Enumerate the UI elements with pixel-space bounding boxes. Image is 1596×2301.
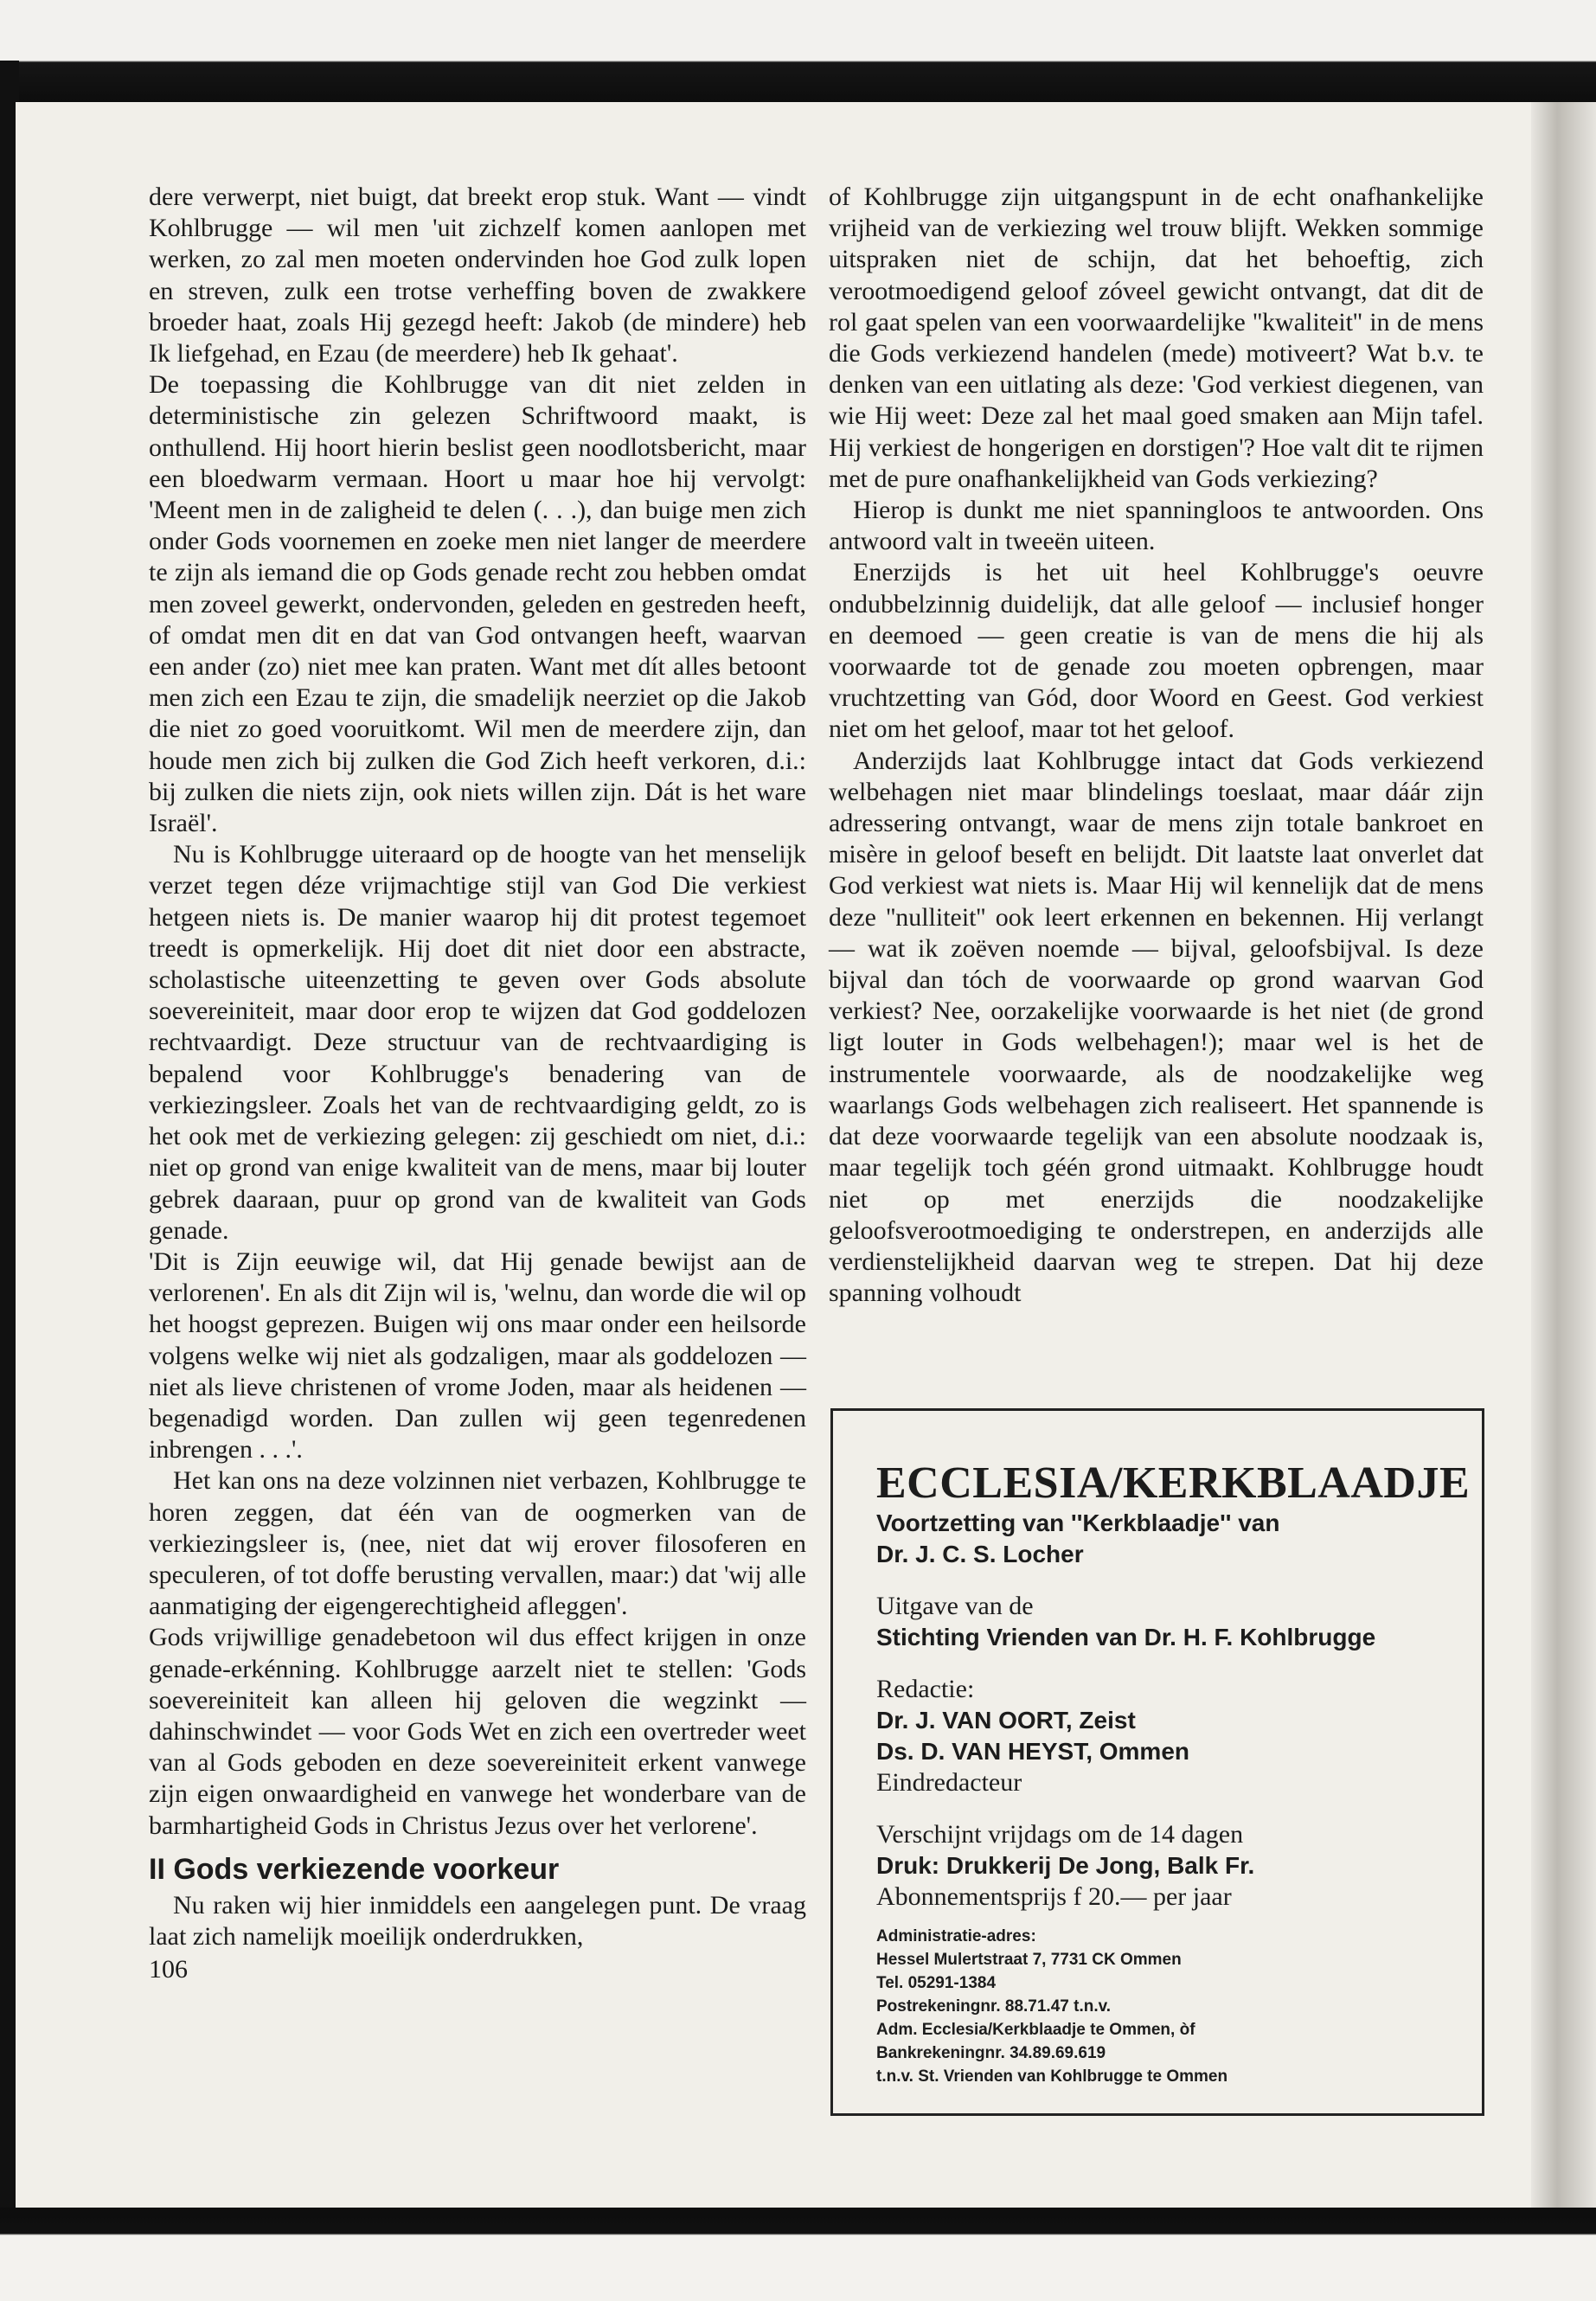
publication-frequency: Verschijnt vrijdags om de 14 dagen [876, 1820, 1244, 1849]
right-paragraph-2: Hierop is dunkt me niet spanningloos te antwoorden. Ons antwoord valt in tweeën uiteen. [829, 496, 1484, 556]
subscription-price: Abonnementsprijs f 20.— per jaar [876, 1882, 1232, 1911]
right-column [829, 182, 1484, 1309]
left-paragraph-1: dere verwerpt, niet buigt, dat breekt erop stuk. Want — vindt Kohlbrugge — wil men 'uit zichzelf komen aanlopen met werken, zo zal men moeten ondervinden hoe God zulk lopen en streven, zulk een trotse verheffing boven de zwakkere broeder haat, zoals Hij gezegd heeft: Jakob (de mindere) heb Ik liefgehad, en Ezau (de meerdere) heb Ik gehaat'. [149, 183, 806, 369]
left-paragraph-5: Het kan ons na deze volzinnen niet verbazen, Kohlbrugge te horen zeggen, dat één van de oogmerken van de verkiezingsleer is, (nee, niet dat wij erover filosoferen en speculeren, of tot doffe berusting vervallen, maar:) dat 'wij alle aanmatiging der eigengerechtigheid afleggen'. [149, 1466, 806, 1621]
scanner-border-top [0, 0, 1596, 111]
editor-2: Ds. D. VAN HEYST, Ommen [876, 1738, 1190, 1765]
left-paragraph-3: Nu is Kohlbrugge uiteraard op de hoogte van het menselijk verzet tegen déze vrijmachtige stijl van God Die verkiest hetgeen niets is. De manier waarop hij dit protest tegemoet treedt is opmerkelijk. Hij doet dit niet door een abstracte, scholastische uiteenzetting te geven over Gods absolute soevereiniteit, maar door erop te wijzen dat God goddelozen rechtvaardigt. Deze structuur van de rechtvaardiging is bepalend voor Kohlbrugge's benadering van de verkiezingsleer. Zoals het van de rechtvaardiging geldt, zo is het ook met de verkiezing gelegen: zij geschiedt om niet, d.i.: niet op grond van enige kwaliteit van de mens, maar bij louter gebrek daaraan, puur op grond van de kwaliteit van Gods genade. [149, 840, 806, 1245]
admin-postal-account: Postrekeningnr. 88.71.47 t.n.v. [876, 1997, 1112, 2016]
masthead-title: ECCLESIA/KERKBLAADJE [876, 1458, 1471, 1508]
left-paragraph-4: 'Dit is Zijn eeuwige wil, dat Hij genade bewijst aan de verlorenen'. En als dit Zijn wil is, 'welnu, dan worde die wil op het hoogst geprezen. Buigen wij ons maar onder een heilsorde volgens welke wij niet als godzaligen, maar als goddelozen — niet als lieve christenen of vrome Joden, maar als heidenen — begenadigd worden. Dan zullen wij geen tegenredenen inbrengen . . .'. [149, 1247, 806, 1465]
right-paragraph-3: Enerzijds is het uit heel Kohlbrugge's oeuvre ondubbelzinnig duidelijk, dat alle geloof — inclusief honger en deemoed — geen creatie is van de mens die hij als voorwaarde tot de genade zou moeten opbrengen, maar vruchtzetting van Gód, door Woord en Geest. God verkiest niet om het geloof, maar tot het geloof. [829, 558, 1484, 744]
left-paragraph-7: Nu raken wij hier inmiddels een aangelegen punt. De vraag laat zich namelijk moeilijk onderdrukken, [149, 1890, 806, 1951]
right-paragraph-1: of Kohlbrugge zijn uitgangspunt in de echt onafhankelijke vrijheid van de verkiezing wel trouw blijft. Wekken sommige uitspraken niet de schijn, dat het behoeftig, zich verootmoedigend geloof zóveel gewicht ontvangt, dat dit de rol gaat spelen van een voorwaardelijke ''kwaliteit'' in de mens die Gods verkiezend handelen (mede) motiveert? Wat b.v. te denken van een uitlating als deze: 'God verkiest diegenen, van wie Hij weet: Deze zal het maal goed smaken aan Mijn tafel. Hij verkiest de hongerigen en dorstigen'? Hoe valt dit te rijmen met de pure onafhankelijkheid van Gods verkiezing? [829, 183, 1484, 493]
colophon-box [830, 1408, 1484, 2116]
section-heading: II Gods verkiezende voorkeur [149, 1852, 560, 1886]
printer: Druk: Drukkerij De Jong, Balk Fr. [876, 1852, 1255, 1879]
editors-label: Redactie: [876, 1675, 975, 1703]
left-paragraph-6: Gods vrijwillige genadebetoon wil dus effect krijgen in onze genade-erkénning. Kohlbrugge aarzelt niet te stellen: 'Gods soevereiniteit kan alleen hij geloven die wegzinkt — dahinschwindet — voor Gods Wet en zich een overtreder weet van al Gods geboden en deze soevereiniteit erkent vanwege zijn eigen onwaardigheid en vanwege het wonderbare van de barmhartigheid Gods in Christus Jezus over het verlorene'. [149, 1623, 806, 1840]
admin-bank-holder: t.n.v. St. Vrienden van Kohlbrugge te Ommen [876, 2067, 1228, 2086]
continuation-line-1: Voortzetting van ''Kerkblaadje'' van [876, 1509, 1280, 1536]
left-column [149, 182, 806, 1985]
publisher-name: Stichting Vrienden van Dr. H. F. Kohlbrugge [876, 1624, 1376, 1650]
admin-address-street: Hessel Mulertstraat 7, 7731 CK Ommen [876, 1951, 1182, 1969]
publisher-label: Uitgave van de [876, 1592, 1034, 1620]
scanner-border-bottom [0, 2208, 1596, 2301]
continuation-line-2: Dr. J. C. S. Locher [876, 1541, 1084, 1567]
editor-1: Dr. J. VAN OORT, Zeist [876, 1707, 1136, 1734]
admin-address-label: Administratie-adres: [876, 1927, 1036, 1945]
page-number: 106 [149, 1955, 188, 1984]
page-gutter-shadow [1531, 102, 1596, 2221]
chief-editor-label: Eindredacteur [876, 1768, 1022, 1797]
right-paragraph-4: Anderzijds laat Kohlbrugge intact dat Gods verkiezend welbehagen niet maar blindelings toeslaat, maar dáár zijn adressering ontvangt, waar de mens zijn totale bankroet en misère in geloof beseft en belijdt. Dit laatste laat onverlet dat God verkiest wat niets is. Maar Hij wil kennelijk dat de mens deze ''nulliteit'' ook leert erkennen en bekennen. Hij verlangt — wat ik zoëven noemde — bijval, geloofsbijval. Is deze bijval dan tóch de voorwaarde op grond waarvan God verkiest? Nee, oorzakelijke voorwaarde is het niet (de grond ligt louter in Gods welbehagen!); maar wel is het de instrumentele voorwaarde, als de noodzakelijke weg waarlangs Gods welbehagen zich realiseert. Het spannende is dat deze voorwaarde tegelijk van een absolute noodzaak is, maar tegelijk toch géén grond uitmaakt. Kohlbrugge houdt niet op met enerzijds die noodzakelijke geloofsverootmoediging te onderstrepen, en anderzijds alle verdienstelijkheid daarvan weg te strepen. Dat hij deze spanning volhoudt [829, 746, 1484, 1308]
admin-phone: Tel. 05291-1384 [876, 1974, 997, 1992]
left-paragraph-2: De toepassing die Kohlbrugge van dit niet zelden in deterministische zin gelezen Schriftwoord maakt, is onthullend. Hij hoort hierin beslist geen noodlotsbericht, maar een bloedwarm vermaan. Hoort u maar hoe hij vervolgt: 'Meent men in de zaligheid te delen (. . .), dan buige men zich onder Gods voornemen en zoeke men niet langer de meerdere te zijn als iemand die op Gods genade recht zou hebben omdat men zoveel gewerkt, ondervonden, geleden en gestreden heeft, of omdat men dit en dat van God ontvangen heeft, waarvan een ander (zo) niet mee kan praten. Want met dít alles betoont men zich een Ezau te zijn, die smadelijk neerziet op die Jakob die niet zo goed vooruitkomt. Wil men de meerdere zijn, dan houde men zich bij zulken die God Zich heeft verkoren, d.i.: bij zulken die niets zijn, ook niets willen zijn. Dát is het ware Israël'. [149, 370, 806, 838]
admin-account-holder: Adm. Ecclesia/Kerkblaadje te Ommen, òf [876, 2021, 1195, 2039]
admin-bank-account: Bankrekeningnr. 34.89.69.619 [876, 2044, 1106, 2062]
